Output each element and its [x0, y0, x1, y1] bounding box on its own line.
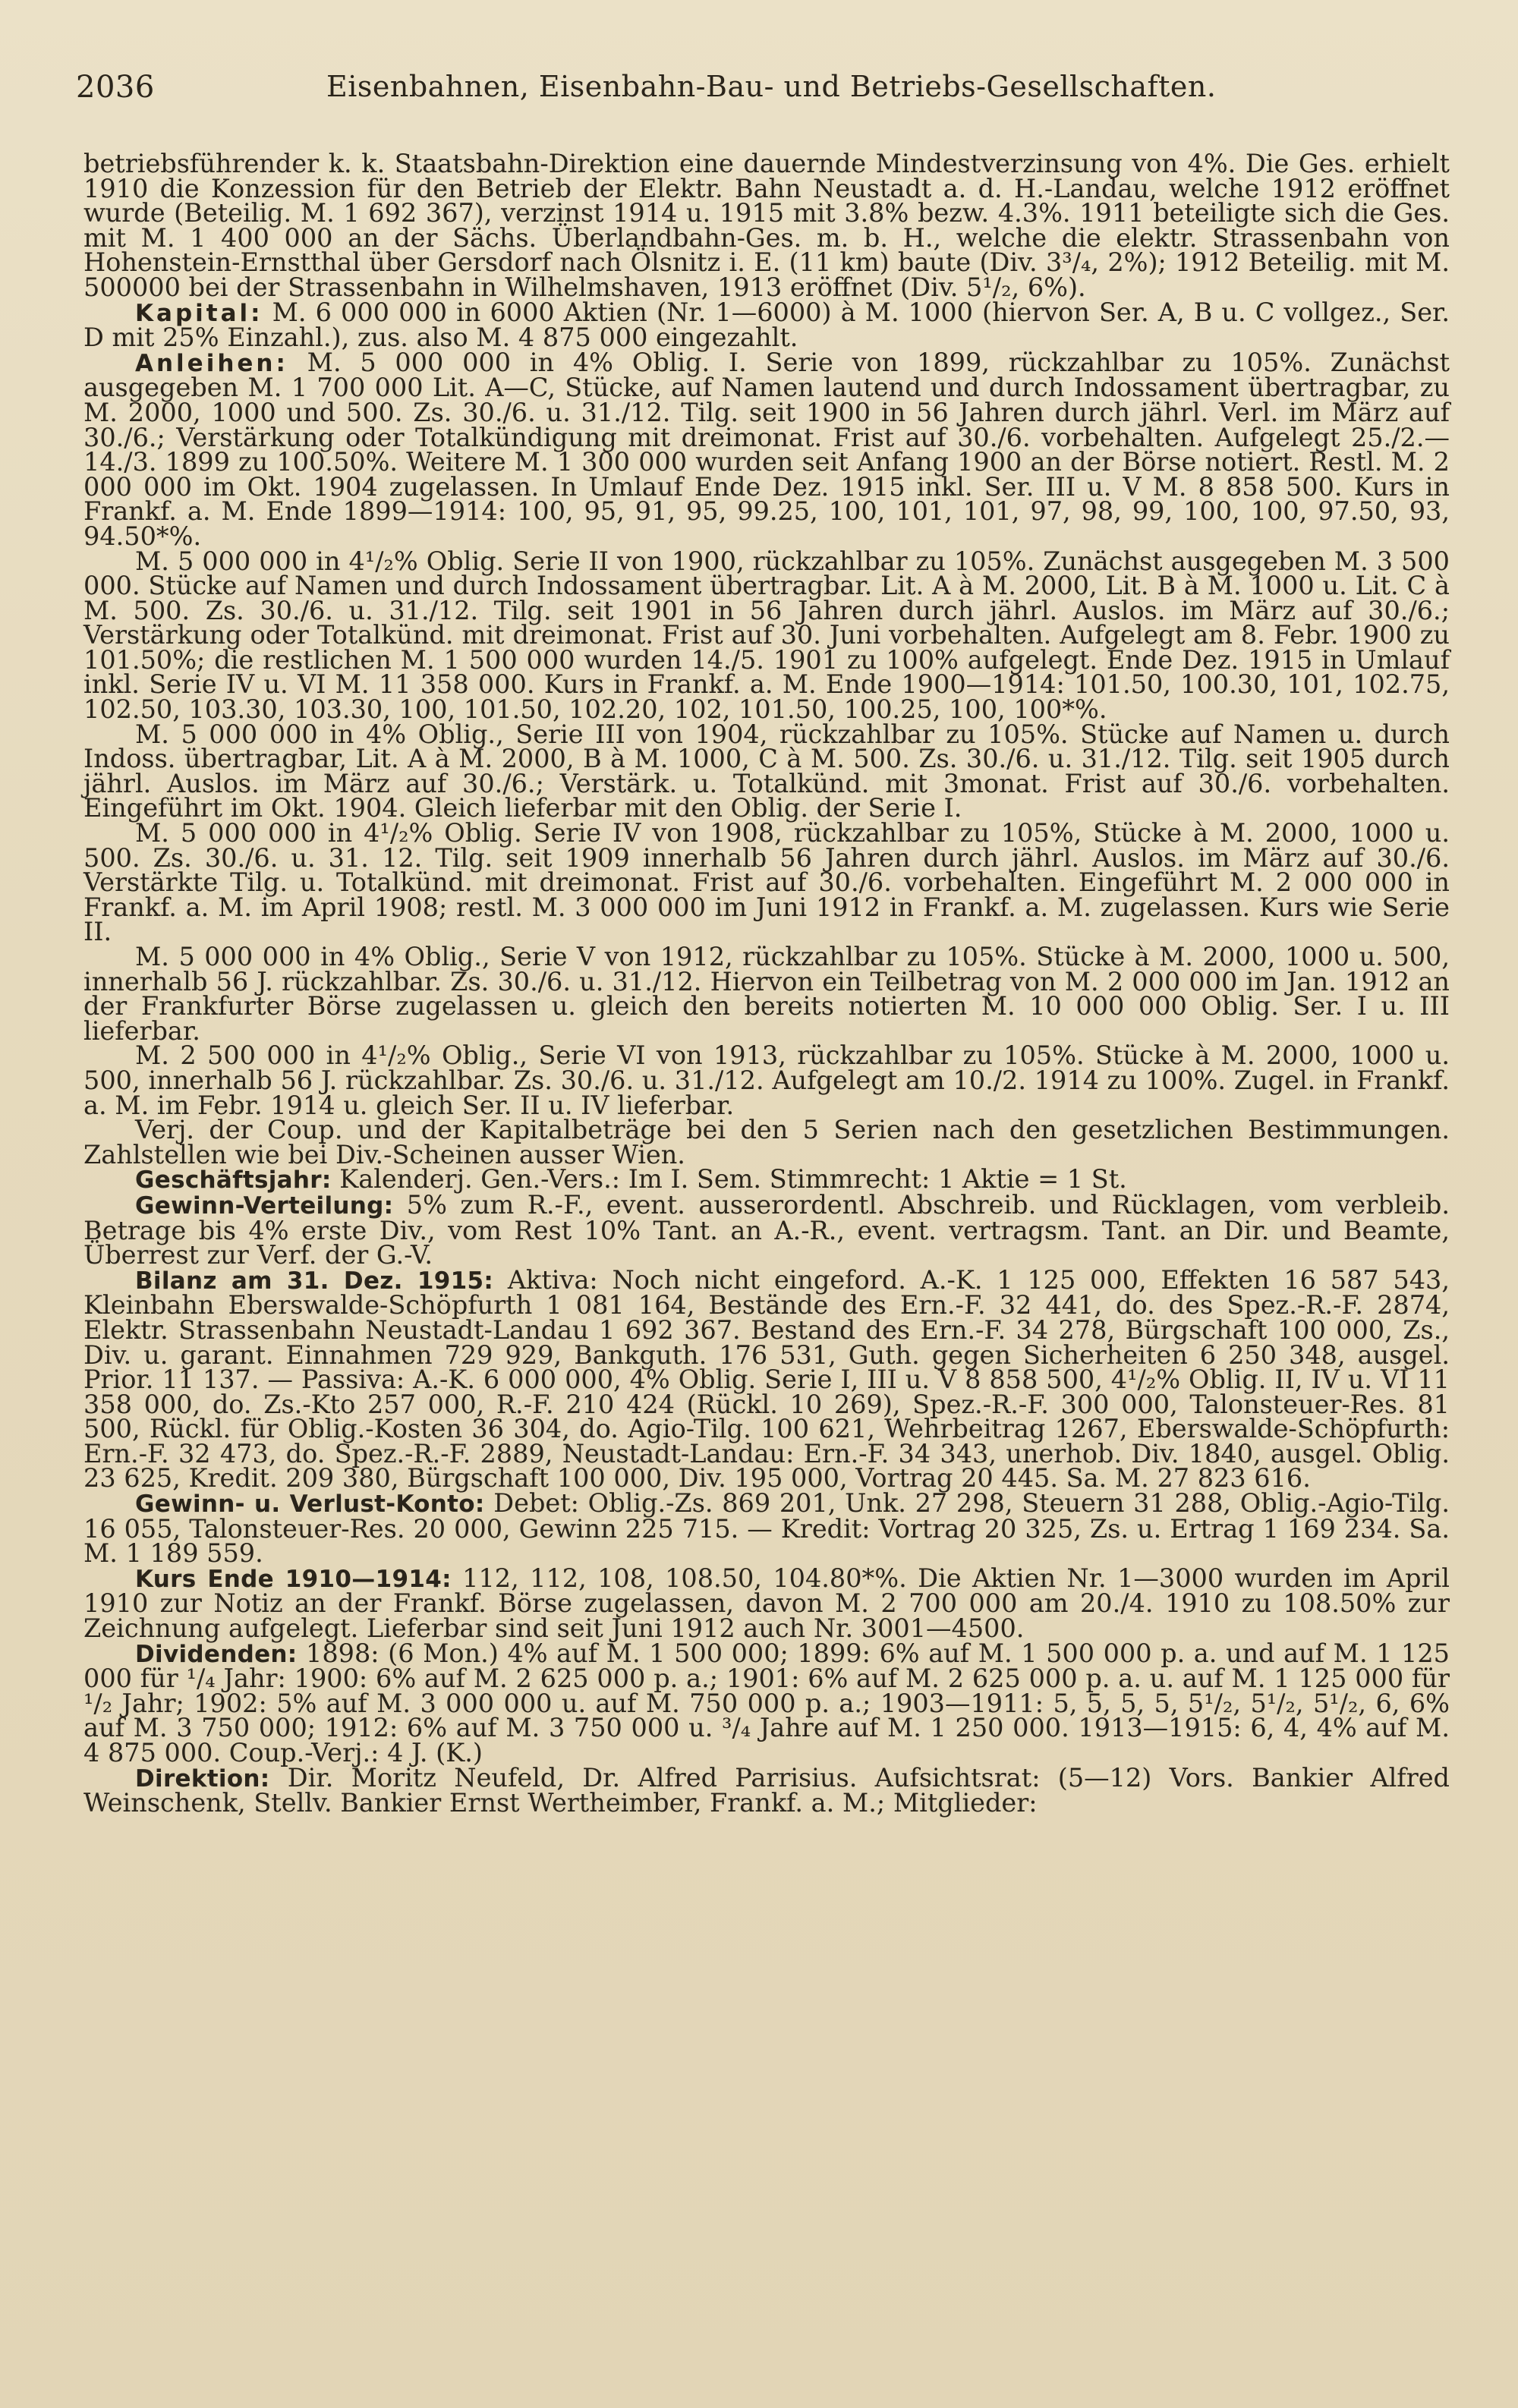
paragraph-serie-6	[83, 1040, 1450, 1120]
paragraph-text: M. 2 500 000 in 4¹/₂% Oblig., Serie VI von 1913, rückzahlbar zu 105%. Stücke à M. 2000, 1000 u. 500, innerhalb 56 J. rückzahlbar. Zs. 30./6. u. 31./12. Aufgelegt am 10./2. 1914 zu 100%. Zugel. in Frankf. a. M. im Febr. 1914 u. gleich Ser. II u. IV lieferbar.	[83, 1040, 1450, 1120]
paragraph-geschaeftsjahr	[83, 1164, 1450, 1195]
paragraph-text: 1898: (6 Mon.) 4% auf M. 1 500 000; 1899: 6% auf M. 1 500 000 p. a. und auf M. 1 125 000 für ¹/₄ Jahr: 1900: 6% auf M. 2 625 000 p. a.; 1901: 6% auf M. 2 625 000 p. a. u. auf M. 1 125 000 für ¹/₂ Jahr; 1902: 5% auf M. 3 000 000 u. auf M. 750 000 p. a.; 1903—1911: 5, 5, 5, 5, 5¹/₂, 5¹/₂, 5¹/₂, 6, 6% auf M. 3 750 000; 1912: 6% auf M. 3 750 000 u. ³/₄ Jahre auf M. 1 250 000. 1913—1915: 6, 4, 4% auf M. 4 875 000. Coup.-Verj.: 4 J. (K.)	[83, 1638, 1450, 1767]
paragraph-verjaehrung	[83, 1115, 1450, 1169]
paragraph-text: betriebsführender k. k. Staatsbahn-Direktion eine dauernde Mindestverzinsung von 4%. Die Ges. erhielt 1910 die Konzession für den Betrieb der Elektr. Bahn Neustadt a. d. H.-Landau, welche 1912 eröffnet wurde (Beteilig. M. 1 692 367), verzinst 1914 u. 1915 mit 3.8% bezw. 4.3%. 1911 beteiligte sich die Ges. mit M. 1 400 000 an der Sächs. Überlandbahn-Ges. m. b. H., welche die elektr. Strassenbahn von Hohenstein-Ernstthal über Gersdorf nach Ölsnitz i. E. (11 km) baute (Div. 3³/₄, 2%); 1912 Beteilig. mit M. 500000 bei der Strassenbahn in Wilhelmshaven, 1913 eröffnet (Div. 5¹/₂, 6%).	[83, 149, 1450, 302]
paragraph-serie-5	[83, 942, 1450, 1046]
section-lead: Gewinn-Verteilung:	[135, 1191, 394, 1220]
paragraph-kapital	[83, 297, 1450, 353]
paragraph-serie-4	[83, 818, 1450, 947]
paragraph-kurs	[83, 1563, 1450, 1644]
paragraph-text: M. 5 000 000 in 4¹/₂% Oblig. Serie IV von 1908, rückzahlbar zu 105%, Stücke à M. 2000, 1000 u. 500. Zs. 30./6. u. 31. 12. Tilg. seit 1909 innerhalb 56 Jahren durch jährl. Auslos. im März auf 30./6. Verstärkte Tilg. u. Totalkünd. mit dreimonat. Frist auf 30./6. vorbehalten. Eingeführt M. 2 000 000 in Frankf. a. M. im April 1908; restl. M. 3 000 000 im Juni 1912 in Frankf. a. M. zugelassen. Kurs wie Serie II.	[83, 818, 1450, 947]
paragraph-text: Dir. Moritz Neufeld, Dr. Alfred Parrisius. Aufsichtsrat: (5—12) Vors. Bankier Alfred Weinschenk, Stellv. Bankier Ernst Wertheimber, Frankf. a. M.; Mitglieder:	[83, 1762, 1450, 1818]
paragraph-serie-3	[83, 719, 1450, 823]
section-lead: Gewinn- u. Verlust-Konto:	[135, 1490, 485, 1519]
section-lead: Geschäftsjahr:	[135, 1166, 332, 1195]
section-lead: Anleihen:	[135, 349, 288, 377]
section-lead: Bilanz am 31. Dez. 1915:	[135, 1267, 494, 1295]
section-lead: Dividenden:	[135, 1640, 298, 1668]
paragraph-text: 5% zum R.-F., event. ausserordentl. Abschreib. und Rücklagen, vom verbleib. Betrage bis 4% erste Div., vom Rest 10% Tant. an A.-R., event. vertragsm. Tant. an Dir. und Beamte, Überrest zur Verf. der G.-V.	[83, 1189, 1450, 1270]
paragraph-text: M. 6 000 000 in 6000 Aktien (Nr. 1—6000) à M. 1000 (hiervon Ser. A, B u. C vollgez., Ser. D mit 25% Einzahl.), zus. also M. 4 875 000 eingezahlt.	[83, 297, 1450, 353]
page-header	[76, 70, 1442, 115]
paragraph-bilanz	[83, 1264, 1450, 1494]
body-text	[83, 149, 1450, 1818]
paragraph-gewinn-verteilung	[83, 1189, 1450, 1270]
paragraph-text: M. 5 000 000 in 4% Oblig., Serie V von 1912, rückzahlbar zu 105%. Stücke à M. 2000, 1000 u. 500, innerhalb 56 J. rückzahlbar. Zs. 30./6. u. 31./12. Hiervon ein Teilbetrag von M. 2 000 000 im Jan. 1912 an der Frankfurter Börse zugelassen u. gleich den bereits notierten M. 10 000 000 Oblig. Ser. I u. III lieferbar.	[83, 942, 1450, 1046]
section-lead: Kapital:	[135, 299, 263, 327]
paragraph-gewinn-verlust	[83, 1488, 1450, 1569]
paragraph-dividenden	[83, 1638, 1450, 1767]
paragraph-intro	[83, 149, 1450, 302]
paragraph-text: Aktiva: Noch nicht eingeford. A.-K. 1 125 000, Effekten 16 587 543, Kleinbahn Eberswalde-Schöpfurth 1 081 164, Bestände des Ern.-F. 32 441, do. des Spez.-R.-F. 2874, Elektr. Strassenbahn Neustadt-Landau 1 692 367. Bestand des Ern.-F. 34 278, Bürgschaft 100 000, Zs., Div. u. garant. Einnahmen 729 929, Bankguth. 176 531, Guth. gegen Sicherheiten 6 250 348, ausgel. Prior. 11 137. — Passiva: A.-K. 6 000 000, 4% Oblig. Serie I, III u. V 8 858 500, 4¹/₂% Oblig. II, IV u. VI 11 358 000, do. Zs.-Kto 257 000, R.-F. 210 424 (Rückl. 10 269), Spez.-R.-F. 300 000, Talonsteuer-Res. 81 500, Rückl. für Oblig.-Kosten 36 304, do. Agio-Tilg. 100 621, Wehrbeitrag 1267, Eberswalde-Schöpfurth: Ern.-F. 32 473, do. Spez.-R.-F. 2889, Neustadt-Landau: Ern.-F. 34 343, unerhob. Div. 1840, ausgel. Oblig. 23 625, Kredit. 209 380, Bürgschaft 100 000, Div. 195 000, Vortrag 20 445. Sa. M. 27 823 616.	[83, 1264, 1450, 1494]
paragraph-text: M. 5 000 000 in 4% Oblig. I. Serie von 1899, rückzahlbar zu 105%. Zunächst ausgegeben M. 1 700 000 Lit. A—C, Stücke, auf Namen lautend und durch Indossament übertragbar, zu M. 2000, 1000 und 500. Zs. 30./6. u. 31./12. Tilg. seit 1900 in 56 Jahren durch jährl. Verl. im März auf 30./6.; Verstärkung oder Totalkündigung mit dreimonat. Frist auf 30./6. vorbehalten. Aufgelegt 25./2.—14./3. 1899 zu 100.50%. Weitere M. 1 300 000 wurden seit Anfang 1900 an der Börse notiert. Restl. M. 2 000 000 im Okt. 1904 zugelassen. In Umlauf Ende Dez. 1915 inkl. Ser. III u. V M. 8 858 500. Kurs in Frankf. a. M. Ende 1899—1914: 100, 95, 91, 95, 99.25, 100, 101, 101, 97, 98, 99, 100, 100, 97.50, 93, 94.50*%.	[83, 347, 1450, 551]
paragraph-text: Kalenderj. Gen.-Vers.: Im I. Sem. Stimmrecht: 1 Aktie = 1 St.	[339, 1164, 1127, 1195]
paragraph-serie-2	[83, 546, 1450, 725]
paragraph-text: 112, 112, 108, 108.50, 104.80*%. Die Aktien Nr. 1—3000 wurden im April 1910 zur Notiz an der Frankf. Börse zugelassen, davon M. 2 700 000 am 20./4. 1910 zu 108.50% zur Zeichnung aufgelegt. Lieferbar sind seit Juni 1912 auch Nr. 3001—4500.	[83, 1563, 1450, 1644]
paragraph-text: Verj. der Coup. und der Kapitalbeträge bei den 5 Serien nach den gesetzlichen Bestimmungen. Zahlstellen wie bei Div.-Scheinen ausser Wien.	[83, 1115, 1450, 1169]
paragraph-anleihen	[83, 347, 1450, 551]
paragraph-text: Debet: Oblig.-Zs. 869 201, Unk. 27 298, Steuern 31 288, Oblig.-Agio-Tilg. 16 055, Talonsteuer-Res. 20 000, Gewinn 225 715. — Kredit: Vortrag 20 325, Zs. u. Ertrag 1 169 234. Sa. M. 1 189 559.	[83, 1488, 1450, 1569]
paragraph-direktion	[83, 1762, 1450, 1818]
section-lead: Kurs Ende 1910—1914:	[135, 1565, 452, 1593]
paragraph-text: M. 5 000 000 in 4¹/₂% Oblig. Serie II von 1900, rückzahlbar zu 105%. Zunächst ausgegeben M. 3 500 000. Stücke auf Namen und durch Indossament übertragbar. Lit. A à M. 2000, Lit. B à M. 1000 u. Lit. C à M. 500. Zs. 30./6. u. 31./12. Tilg. seit 1901 in 56 Jahren durch jährl. Auslos. im März auf 30./6.; Verstärkung oder Totalkünd. mit dreimonat. Frist auf 30. Juni vorbehalten. Aufgelegt am 8. Febr. 1900 zu 101.50%; die restlichen M. 1 500 000 wurden 14./5. 1901 zu 100% aufgelegt. Ende Dez. 1915 in Umlauf inkl. Serie IV u. VI M. 11 358 000. Kurs in Frankf. a. M. Ende 1900—1914: 101.50, 100.30, 101, 102.75, 102.50, 103.30, 103.30, 100, 101.50, 102.20, 102, 101.50, 100.25, 100, 100*%.	[83, 546, 1450, 725]
page-number: 2036	[76, 70, 155, 105]
paragraph-text: M. 5 000 000 in 4% Oblig., Serie III von 1904, rückzahlbar zu 105%. Stücke auf Namen u. durch Indoss. übertragbar, Lit. A à M. 2000, B à M. 1000, C à M. 500. Zs. 30./6. u. 31./12. Tilg. seit 1905 durch jährl. Auslos. im März auf 30./6.; Verstärk. u. Totalkünd. mit 3monat. Frist auf 30./6. vorbehalten. Eingeführt im Okt. 1904. Gleich lieferbar mit den Oblig. der Serie I.	[83, 719, 1450, 823]
section-lead: Direktion:	[135, 1764, 270, 1793]
running-head: Eisenbahnen, Eisenbahn-Bau- und Betriebs-Gesellschaften.	[326, 70, 1217, 103]
